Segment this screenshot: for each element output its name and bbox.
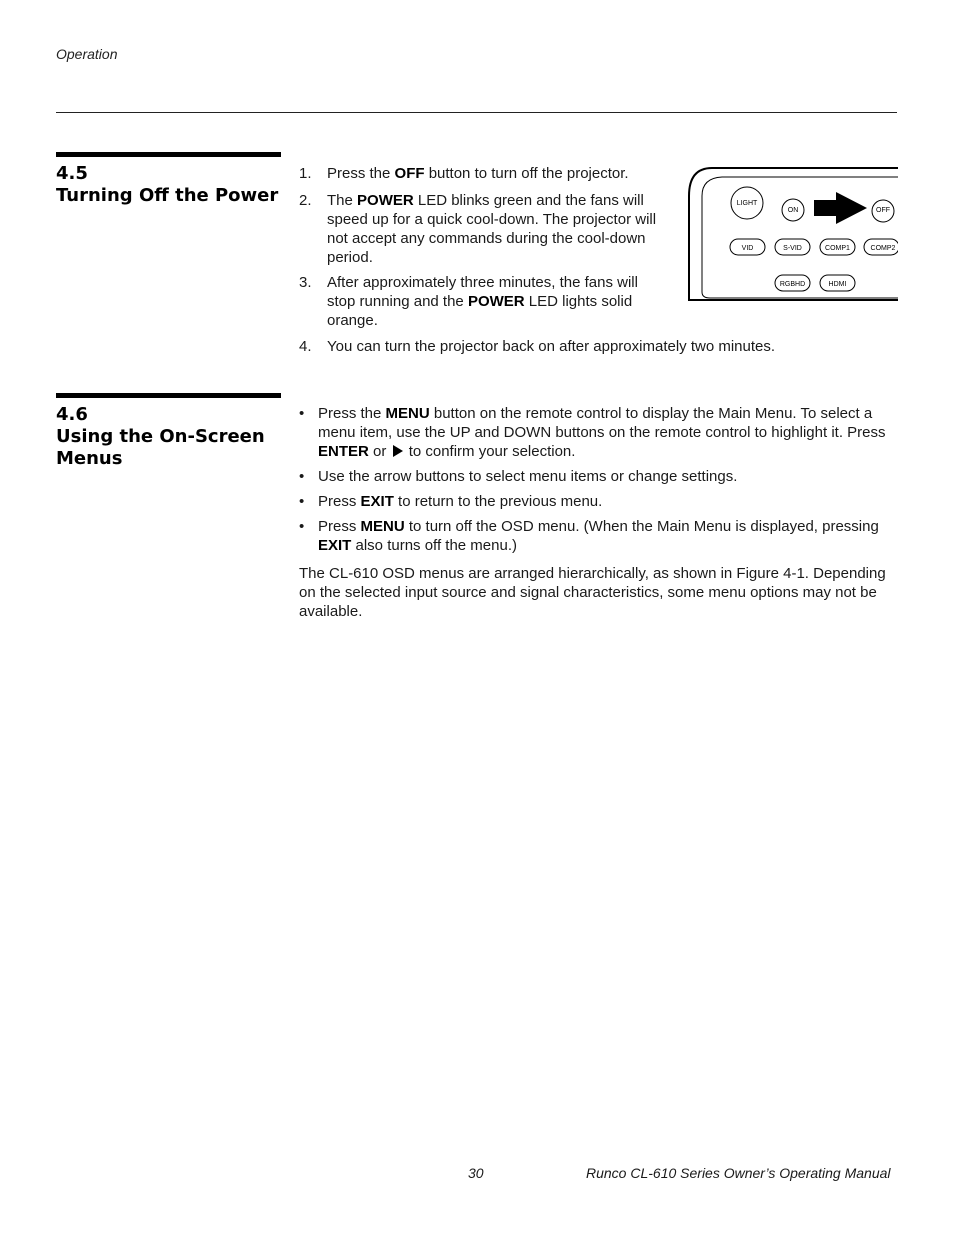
svg-text:ON: ON <box>787 207 799 214</box>
body-paragraph: The CL-610 OSD menus are arranged hierarchically, as shown in Figure 4-1. Depending on the selected input source and signal characteristics, some menu options may not be available. <box>299 565 886 620</box>
arrow-icon <box>814 192 867 224</box>
step-number: 1. <box>299 165 312 182</box>
svg-text:HDMI: HDMI <box>828 281 847 288</box>
svg-text:RGBHD: RGBHD <box>779 281 806 288</box>
remote-control-illustration <box>686 166 898 302</box>
page-number: 30 <box>468 1165 484 1181</box>
bullet-icon: • <box>299 493 305 510</box>
section-4-6-heading <box>56 404 286 470</box>
remote-control-figure <box>686 166 898 302</box>
step-number: 3. <box>299 274 312 291</box>
section-title: Turning Off the Power <box>56 185 279 206</box>
section-title-line: Menus <box>56 448 123 469</box>
comp1-button <box>820 239 855 255</box>
step-text: After approximately three minutes, the fans will stop running and the POWER LED lights solid orange. <box>327 274 638 329</box>
header-rule <box>56 112 897 113</box>
bullet-text: Press EXIT to return to the previous menu. <box>318 493 603 510</box>
running-header: Operation <box>56 46 118 62</box>
off-button <box>872 200 894 222</box>
svg-text:LIGHT: LIGHT <box>736 200 758 207</box>
step-text: The POWER LED blinks green and the fans will speed up for a quick cool-down. The projector will not accept any commands during the cool-down period. <box>327 192 657 266</box>
section-title-line: Using the On-Screen <box>56 426 265 447</box>
bullet-text: Use the arrow buttons to select menu items or change settings. <box>318 468 738 485</box>
step-text: Press the OFF button to turn off the projector. <box>327 165 629 182</box>
bullet-icon: • <box>299 405 305 422</box>
section-4-5-heading <box>56 163 286 207</box>
svg-text:COMP1: COMP1 <box>825 245 850 252</box>
hdmi-button <box>820 275 855 291</box>
section-4-5-rule <box>56 152 281 157</box>
vid-button <box>730 239 765 255</box>
bullet-text: Press the MENU button on the remote control to display the Main Menu. To select a menu item, use the UP and DOWN buttons on the remote control to highlight it. Press ENTER or to confirm your selection. <box>318 405 886 460</box>
svg-text:VID: VID <box>741 245 754 252</box>
right-arrow-icon <box>393 445 403 457</box>
section-4-6-rule <box>56 393 281 398</box>
step-number: 4. <box>299 338 312 355</box>
bullet-icon: • <box>299 468 305 485</box>
svg-text:COMP2: COMP2 <box>870 245 896 252</box>
svg-text:S-VID: S-VID <box>783 245 802 252</box>
on-button <box>782 199 804 221</box>
comp2-button <box>864 239 898 255</box>
section-number: 4.6 <box>56 404 88 425</box>
step-text: You can turn the projector back on after approximately two minutes. <box>327 338 776 355</box>
rgbhd-button <box>775 275 810 291</box>
bullet-icon: • <box>299 518 305 535</box>
light-button <box>731 187 763 219</box>
bullet-text: Press MENU to turn off the OSD menu. (When the Main Menu is displayed, pressing EXIT also turns off the menu.) <box>318 518 879 554</box>
step-number: 2. <box>299 192 312 209</box>
footer-title: Runco CL-610 Series Owner’s Operating Manual <box>586 1165 891 1181</box>
s-vid-button <box>775 239 810 255</box>
svg-text:OFF: OFF <box>876 207 890 214</box>
section-number: 4.5 <box>56 163 88 184</box>
